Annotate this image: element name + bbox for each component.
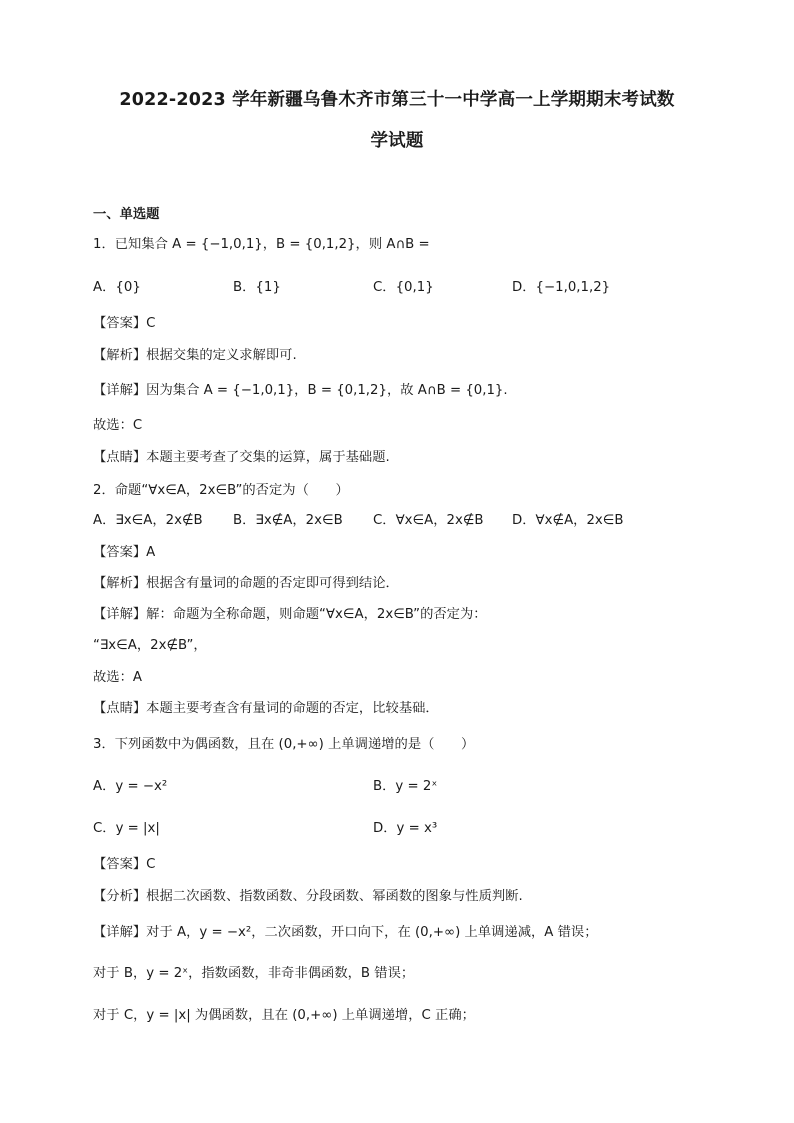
q2-option-c: C．∀x∈A，2x∉B: [373, 513, 484, 528]
document-title-line1: 2022-2023 学年新疆乌鲁木齐市第三十一中学高一上学期期末考试数: [119, 90, 675, 110]
q3-stem: 3．下列函数中为偶函数，且在 (0,+∞) 上单调递增的是（ ）: [93, 737, 475, 752]
q1-analysis: 【解析】根据交集的定义求解即可.: [93, 348, 297, 363]
q2-option-a: A．∃x∈A，2x∉B: [93, 513, 203, 528]
q1-detail: 【详解】因为集合 A = {−1,0,1}，B = {0,1,2}，故 A∩B = {0,1}.: [93, 383, 508, 398]
q3-option-d: D．y = x³: [373, 821, 438, 836]
q1-option-d: D．{−1,0,1,2}: [512, 280, 611, 295]
q1-answer: 【答案】C: [93, 316, 156, 331]
q1-stem: 1．已知集合 A = {−1,0,1}，B = {0,1,2}，则 A∩B =: [93, 237, 430, 252]
q3-option-a: A．y = −x²: [93, 779, 168, 794]
q2-option-b: B．∃x∉A，2x∈B: [233, 513, 343, 528]
q3-option-c: C．y = |x|: [93, 821, 160, 836]
q3-analysis: 【分析】根据二次函数、指数函数、分段函数、幂函数的图象与性质判断.: [93, 889, 523, 904]
section-heading: 一、单选题: [93, 207, 160, 222]
q2-detail-2: “∃x∈A，2x∉B”，: [93, 638, 207, 653]
q2-detail: 【详解】解：命题为全称命题，则命题“∀x∈A，2x∈B”的否定为：: [93, 607, 487, 622]
q1-option-c: C．{0,1}: [373, 280, 434, 295]
q2-option-d: D．∀x∉A，2x∈B: [512, 513, 624, 528]
q3-detail-b: 对于 B，y = 2ˣ，指数函数，非奇非偶函数，B 错误；: [93, 966, 415, 981]
q3-detail: 【详解】对于 A，y = −x²，二次函数，开口向下，在 (0,+∞) 上单调递减，A 错误；: [93, 925, 598, 940]
q1-comment: 【点睛】本题主要考查了交集的运算，属于基础题.: [93, 450, 390, 465]
document-title-line2: 学试题: [370, 131, 424, 151]
q1-choose: 故选：C: [93, 418, 143, 433]
q2-stem: 2．命题“∀x∈A，2x∈B”的否定为（ ）: [93, 483, 349, 498]
q3-option-b: B．y = 2ˣ: [373, 779, 438, 794]
q3-answer: 【答案】C: [93, 857, 156, 872]
q2-comment: 【点睛】本题主要考查含有量词的命题的否定，比较基础．: [93, 701, 439, 716]
q2-choose: 故选：A: [93, 670, 142, 685]
q2-answer: 【答案】A: [93, 545, 156, 560]
q1-option-b: B．{1}: [233, 280, 281, 295]
q2-analysis: 【解析】根据含有量词的命题的否定即可得到结论．: [93, 576, 399, 591]
q3-detail-c: 对于 C，y = |x| 为偶函数，且在 (0,+∞) 上单调递增，C 正确；: [93, 1008, 475, 1023]
q1-option-a: A．{0}: [93, 280, 141, 295]
